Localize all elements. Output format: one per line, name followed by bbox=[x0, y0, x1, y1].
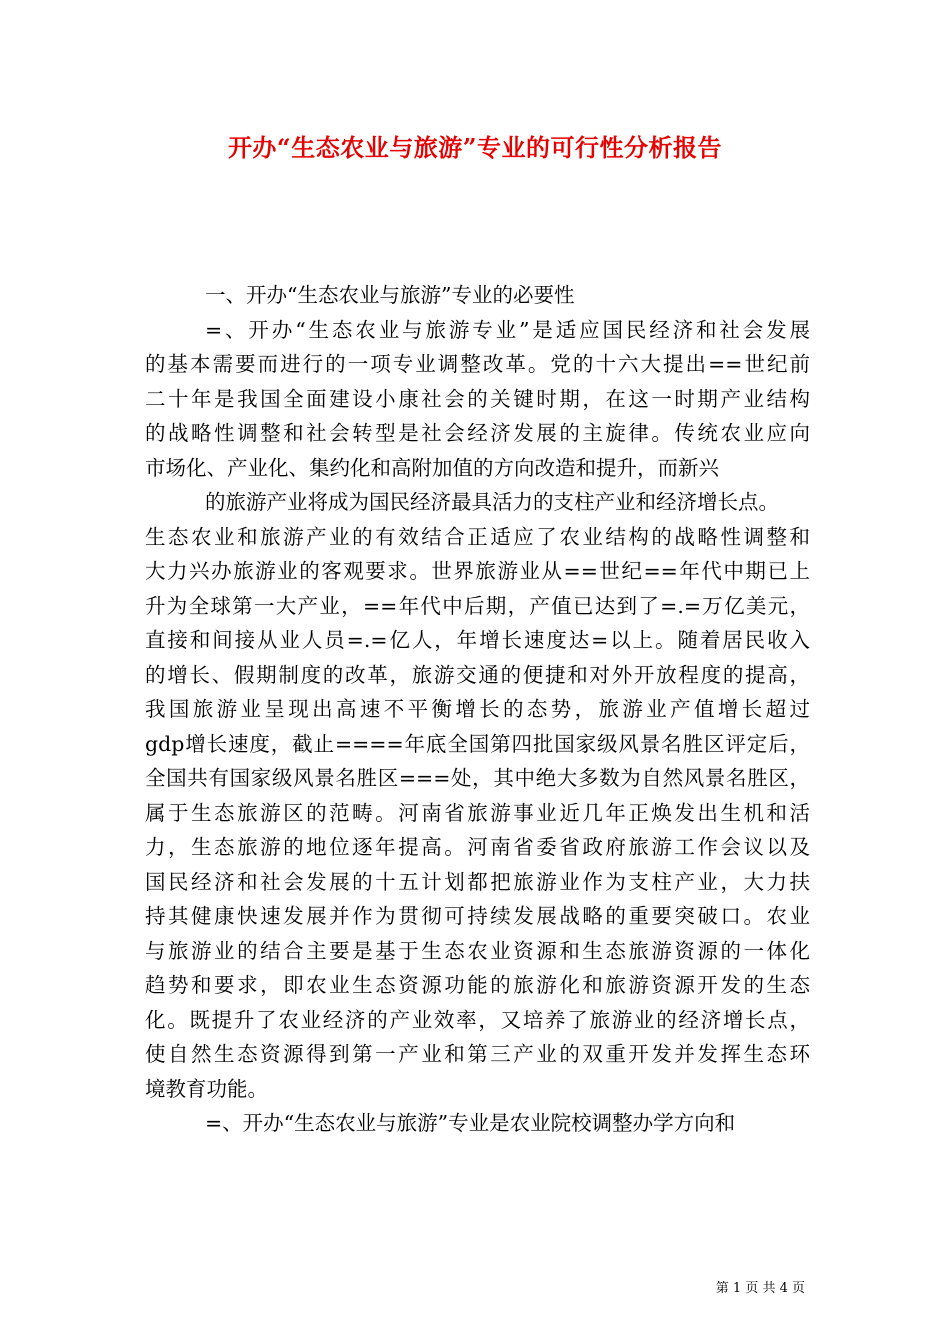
text-line: 的旅游产业将成为国民经济最具活力的支柱产业和经济增长点。 bbox=[205, 490, 779, 514]
text-line: 使自然生态资源得到第一产业和第三产业的双重开发并发挥生态环 bbox=[145, 1042, 810, 1066]
text-line: 生态农业和旅游产业的有效结合正适应了农业结构的战略性调整和 bbox=[145, 524, 810, 549]
text-line: 二十年是我国全面建设小康社会的关键时期，在这一时期产业结构 bbox=[145, 386, 810, 411]
text-line: =、开办“生态农业与旅游”专业是农业院校调整办学方向和 bbox=[205, 1111, 736, 1135]
text-line: 力，生态旅游的地位逐年提高。河南省委省政府旅游工作会议以及 bbox=[145, 835, 810, 859]
text-line: gdp增长速度，截止====年底全国第四批国家级风景名胜区评定后， bbox=[145, 731, 810, 756]
text-line: 持其健康快速发展并作为贯彻可持续发展战略的重要突破口。农业 bbox=[145, 904, 810, 928]
text-line: 升为全球第一大产业，==年代中后期，产值已达到了=.=万亿美元， bbox=[145, 593, 810, 618]
text-line: 的增长、假期制度的改革，旅游交通的便捷和对外开放程度的提高， bbox=[145, 662, 810, 687]
text-line: 市场化、产业化、集约化和高附加值的方向改造和提升，而新兴 bbox=[145, 455, 719, 480]
section-heading: 一、开办“生态农业与旅游”专业的必要性 bbox=[205, 283, 575, 307]
text-line: 我国旅游业呈现出高速不平衡增长的态势，旅游业产值增长超过 bbox=[145, 697, 810, 721]
text-line: 趋势和要求，即农业生态资源功能的旅游化和旅游资源开发的生态 bbox=[145, 973, 810, 997]
text-line: 直接和间接从业人员=.=亿人，年增长速度达=以上。随着居民收入 bbox=[145, 628, 810, 652]
text-line: 与旅游业的结合主要是基于生态农业资源和生态旅游资源的一体化 bbox=[145, 938, 810, 963]
text-line: 化。既提升了农业经济的产业效率，又培养了旅游业的经济增长点， bbox=[145, 1007, 810, 1032]
text-line: 全国共有国家级风景名胜区===处，其中绝大多数为自然风景名胜区， bbox=[145, 766, 810, 790]
document-title: 开办“生态农业与旅游”专业的可行性分析报告 bbox=[227, 133, 723, 162]
text-line: 国民经济和社会发展的十五计划都把旅游业作为支柱产业，大力扶 bbox=[145, 869, 810, 894]
page-number: 第 1 页 共 4 页 bbox=[715, 1281, 805, 1296]
text-line: 大力兴办旅游业的客观要求。世界旅游业从==世纪==年代中期已上 bbox=[145, 559, 810, 583]
text-line: 的基本需要而进行的一项专业调整改革。党的十六大提出==世纪前 bbox=[145, 352, 810, 376]
text-line: 的战略性调整和社会转型是社会经济发展的主旋律。传统农业应向 bbox=[145, 421, 810, 445]
text-line: =、开办“生态农业与旅游专业”是适应国民经济和社会发展 bbox=[205, 317, 810, 342]
text-line: 境教育功能。 bbox=[145, 1076, 268, 1101]
text-line: 属于生态旅游区的范畴。河南省旅游事业近几年正焕发出生机和活 bbox=[145, 800, 810, 825]
document-body bbox=[145, 278, 810, 1141]
